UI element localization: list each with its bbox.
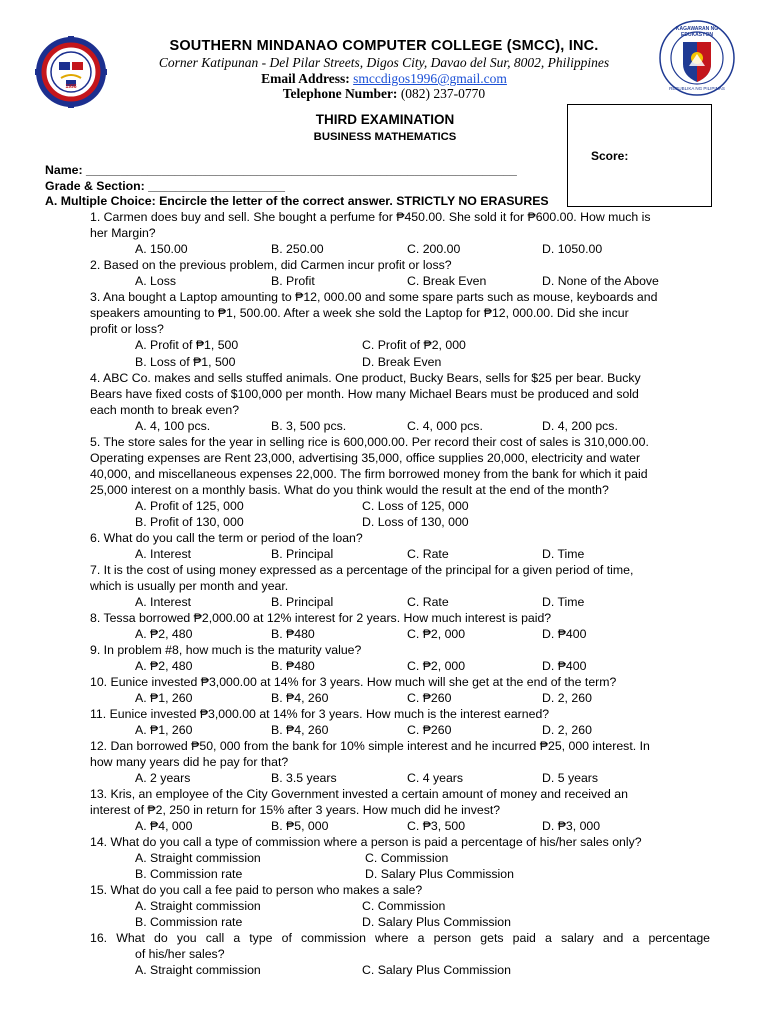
question-text: how many years did he pay for that?: [90, 755, 289, 769]
choice[interactable]: C. Commission: [362, 899, 446, 913]
choice[interactable]: B. Profit of 130, 000: [135, 515, 244, 529]
email-line: [100, 71, 668, 87]
choice[interactable]: A. Loss: [135, 274, 177, 288]
choice[interactable]: C. ₱3, 500: [407, 819, 466, 833]
choice[interactable]: C. Profit of ₱2, 000: [362, 338, 466, 352]
score-box[interactable]: [567, 104, 712, 207]
question-text: of his/her sales?: [135, 947, 225, 961]
choice[interactable]: B. Profit: [271, 274, 315, 288]
choice[interactable]: B. ₱5, 000: [271, 819, 329, 833]
choice[interactable]: B. ₱4, 260: [271, 691, 329, 705]
choice[interactable]: C. Rate: [407, 547, 449, 561]
choice[interactable]: A. Straight commission: [135, 963, 261, 977]
question-text: interest of ₱2, 250 in return for 15% after 3 years. How much did he invest?: [90, 803, 501, 817]
choice[interactable]: A. Profit of 125, 000: [135, 499, 244, 513]
choice[interactable]: A. 2 years: [135, 771, 191, 785]
choice[interactable]: B. Commission rate: [135, 915, 243, 929]
choice[interactable]: A. ₱1, 260: [135, 691, 193, 705]
choice[interactable]: C. Salary Plus Commission: [362, 963, 511, 977]
choice[interactable]: D. ₱400: [542, 659, 587, 673]
deped-logo-text: KAGAWARAN NG EDUKASYON: [675, 26, 719, 38]
choice[interactable]: A. Straight commission: [135, 899, 261, 913]
grade-section-field[interactable]: Grade & Section: ____________________: [45, 179, 285, 193]
choice[interactable]: D. 5 years: [542, 771, 599, 785]
question-text: profit or loss?: [90, 322, 164, 336]
smcc-logo-year: 1996: [65, 84, 77, 90]
choice[interactable]: D. 2, 260: [542, 691, 592, 705]
question-text: 15. What do you call a fee paid to person who makes a sale?: [90, 883, 423, 897]
choice[interactable]: D. Salary Plus Commission: [365, 867, 514, 881]
email-label: Email Address:: [261, 71, 350, 86]
choice[interactable]: B. Principal: [271, 547, 334, 561]
question-text: 14. What do you call a type of commission where a person is paid a percentage of his/her sales only?: [90, 835, 642, 849]
question-text: 10. Eunice invested ₱3,000.00 at 14% for 3 years. How much will she get at the end of the term?: [90, 675, 617, 689]
choice[interactable]: A. Interest: [135, 547, 192, 561]
choice[interactable]: C. 200.00: [407, 242, 461, 256]
choice[interactable]: D. 2, 260: [542, 723, 592, 737]
question-text: 1. Carmen does buy and sell. She bought a perfume for ₱450.00. She sold it for ₱600.00. How much is: [90, 210, 651, 224]
choice[interactable]: D. 4, 200 pcs.: [542, 419, 618, 433]
choice[interactable]: B. ₱4, 260: [271, 723, 329, 737]
choice[interactable]: B. Commission rate: [135, 867, 243, 881]
question-text: 13. Kris, an employee of the City Government invested a certain amount of money and received an: [90, 787, 628, 801]
choice[interactable]: C. ₱2, 000: [407, 627, 466, 641]
choice[interactable]: B. 250.00: [271, 242, 324, 256]
name-field[interactable]: Name: _______________________________________________________________: [45, 163, 517, 177]
question-text: 16. What do you call a type of commission where a person gets paid a salary and a percentage: [90, 931, 710, 945]
smcc-seal-icon: [35, 36, 107, 108]
question-text: 6. What do you call the term or period of the loan?: [90, 531, 363, 545]
telephone-line: [100, 86, 668, 102]
email-link[interactable]: smccdigos1996@gmail.com: [353, 71, 507, 86]
choice[interactable]: C. Rate: [407, 595, 449, 609]
choice[interactable]: B. Principal: [271, 595, 334, 609]
choice[interactable]: B. 3.5 years: [271, 771, 337, 785]
choice[interactable]: A. ₱4, 000: [135, 819, 193, 833]
question-text: 7. It is the cost of using money expressed as a percentage of the principal for a given period of time,: [90, 563, 634, 577]
choice[interactable]: A. Interest: [135, 595, 192, 609]
choice[interactable]: C. ₱2, 000: [407, 659, 466, 673]
exam-subject: BUSINESS MATHEMATICS: [313, 131, 457, 143]
question-text: 5. The store sales for the year in selling rice is 600,000.00. Per record their cost of sales is 310,000.00.: [90, 435, 649, 449]
question-text: 8. Tessa borrowed ₱2,000.00 at 12% interest for 2 years. How much interest is paid?: [90, 611, 552, 625]
score-label: Score:: [591, 149, 629, 163]
choice[interactable]: D. Time: [542, 547, 585, 561]
instruction: A. Multiple Choice: Encircle the letter of the correct answer. STRICTLY NO ERASURES: [45, 194, 549, 208]
choice[interactable]: D. Break Even: [362, 355, 442, 369]
choice[interactable]: C. ₱260: [407, 723, 452, 737]
question-text: Bears have fixed costs of $100,000 per month. How many Michael Bears must be produced and sold: [90, 387, 639, 401]
choice[interactable]: A. 4, 100 pcs.: [135, 419, 211, 433]
question-text: which is usually per month and year.: [90, 579, 289, 593]
choice[interactable]: C. 4, 000 pcs.: [407, 419, 483, 433]
choice[interactable]: C. ₱260: [407, 691, 452, 705]
choice[interactable]: D. 1050.00: [542, 242, 603, 256]
smcc-logo-text: [35, 36, 107, 37]
question-text: 12. Dan borrowed ₱50, 000 from the bank for 10% simple interest and he incurred ₱25, 000 interest. In: [90, 739, 650, 753]
choice[interactable]: C. 4 years: [407, 771, 464, 785]
question-text: 4. ABC Co. makes and sells stuffed animals. One product, Bucky Bears, sells for $25 per bear. Bucky: [90, 371, 641, 385]
choice[interactable]: D. None of the Above: [542, 274, 659, 288]
smcc-logo: [35, 36, 107, 108]
telephone-label: Telephone Number:: [282, 86, 398, 101]
choice[interactable]: C. Commission: [365, 851, 449, 865]
choice[interactable]: B. 3, 500 pcs.: [271, 419, 347, 433]
choice[interactable]: B. ₱480: [271, 659, 315, 673]
question-text: her Margin?: [90, 226, 156, 240]
choice[interactable]: B. ₱480: [271, 627, 315, 641]
choice[interactable]: C. Loss of 125, 000: [362, 499, 469, 513]
question-text: speakers amounting to ₱1, 500.00. After a week she sold the Laptop for ₱12, 000.00. Did she incur: [90, 306, 629, 320]
question-text: 11. Eunice invested ₱3,000.00 at 14% for 3 years. How much is the interest earned?: [90, 707, 550, 721]
choice[interactable]: A. Profit of ₱1, 500: [135, 338, 239, 352]
deped-logo-bottom: REPUBLIKA NG PILIPINAS: [669, 86, 725, 91]
telephone-number: (082) 237-0770: [400, 86, 486, 101]
exam-title: THIRD EXAMINATION: [315, 112, 455, 127]
choice[interactable]: A. Straight commission: [135, 851, 261, 865]
question-text: 9. In problem #8, how much is the maturity value?: [90, 643, 362, 657]
choice[interactable]: D. Salary Plus Commission: [362, 915, 511, 929]
school-address: Corner Katipunan - Del Pilar Streets, Digos City, Davao del Sur, 8002, Philippines: [158, 55, 610, 70]
choice[interactable]: D. Time: [542, 595, 585, 609]
choice[interactable]: C. Break Even: [407, 274, 487, 288]
question-text: each month to break even?: [90, 403, 240, 417]
question-text: 3. Ana bought a Laptop amounting to ₱12, 000.00 and some spare parts such as mouse, keyboards and: [90, 290, 658, 304]
choice[interactable]: D. ₱3, 000: [542, 819, 601, 833]
choice[interactable]: D. ₱400: [542, 627, 587, 641]
question-text: Operating expenses are Rent 23,000, advertising 35,000, office supplies 20,000, electricity and water: [90, 451, 641, 465]
choice[interactable]: A. ₱2, 480: [135, 627, 193, 641]
question-text: 40,000, and miscellaneous expenses 22,000. The firm borrowed money from the bank for which it paid: [90, 467, 648, 481]
choice[interactable]: B. Loss of ₱1, 500: [135, 355, 236, 369]
choice[interactable]: A. 150.00: [135, 242, 188, 256]
choice[interactable]: D. Loss of 130, 000: [362, 515, 469, 529]
question-text: 25,000 interest on a monthly basis. What do you think would the result at the end of the month?: [90, 483, 609, 497]
question-text: 2. Based on the previous problem, did Carmen incur profit or loss?: [90, 258, 452, 272]
choice[interactable]: A. ₱2, 480: [135, 659, 193, 673]
choice[interactable]: A. ₱1, 260: [135, 723, 193, 737]
school-name: SOUTHERN MINDANAO COMPUTER COLLEGE (SMCC), INC.: [169, 38, 599, 54]
